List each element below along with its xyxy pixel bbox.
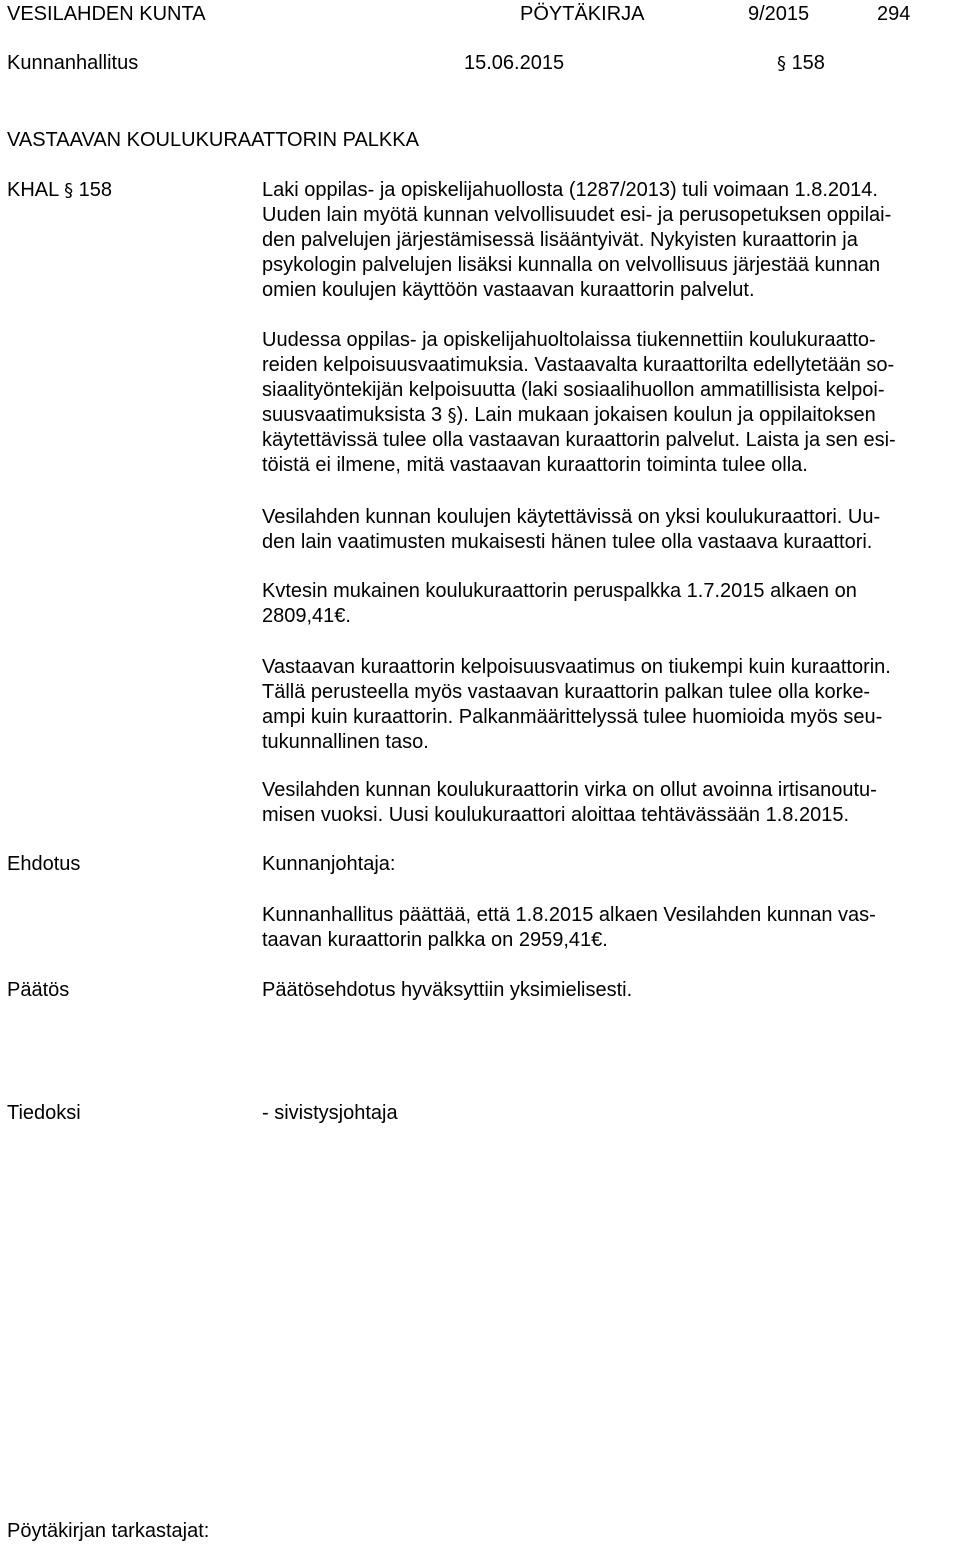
proposal-text bbox=[262, 903, 952, 953]
page-number: 294 bbox=[877, 3, 911, 25]
section-reference bbox=[777, 51, 825, 76]
paragraph-line: omien koulujen käyttöön vastaavan kuraattorin palvelut. bbox=[262, 279, 755, 301]
line-text: suusvaatimuksista 3 bbox=[262, 404, 448, 426]
municipality-name: VESILAHDEN KUNTA bbox=[7, 3, 206, 25]
decision-text: Päätösehdotus hyväksyttiin yksimielisesti. bbox=[262, 979, 633, 1001]
line-text: . bbox=[345, 605, 351, 627]
paragraph-line: Uudessa oppilas- ja opiskelijahuoltolaissa tiukennettiin koulukuraatto- bbox=[262, 329, 876, 351]
paragraph-base-salary bbox=[262, 579, 952, 629]
meeting-date: 15.06.2015 bbox=[464, 52, 565, 74]
paragraph-salary-rationale bbox=[262, 655, 952, 755]
previous-reference bbox=[7, 178, 112, 203]
decision-label: Päätös bbox=[7, 979, 70, 1001]
paragraph-line: siaalityöntekijän kelpoisuutta (laki sosiaalihuollon ammatillisista kelpoi- bbox=[262, 379, 885, 401]
euro-symbol: € bbox=[591, 929, 603, 951]
paragraph-vacancy bbox=[262, 778, 952, 828]
paragraph-line: den lain vaatimusten mukaisesti hänen tulee olla vastaava kuraattori. bbox=[262, 531, 873, 553]
paragraph-line: reiden kelpoisuusvaatimuksia. Vastaavalta kuraattorilta edellytetään so- bbox=[262, 354, 895, 376]
paragraph-law-change bbox=[262, 178, 952, 303]
document-type: PÖYTÄKIRJA bbox=[520, 3, 645, 25]
salary-value: 2809,41 bbox=[262, 605, 335, 627]
paragraph-line: töistä ei ilmene, mitä vastaavan kuraattorin toiminta tulee olla. bbox=[262, 454, 808, 476]
proposal-label: Ehdotus bbox=[7, 853, 81, 875]
reference-symbol: § bbox=[64, 180, 74, 201]
reference-prefix: KHAL bbox=[7, 179, 59, 201]
paragraph-line: Tällä perusteella myös vastaavan kuraattorin palkan tulee olla korke- bbox=[262, 681, 871, 703]
paragraph-line: den palvelujen järjestämisessä lisääntyivät. Nykyisten kuraattorin ja bbox=[262, 229, 858, 251]
section-number: 158 bbox=[791, 52, 825, 74]
paragraph-line: Kvtesin mukainen koulukuraattorin peruspalkka 1.7.2015 alkaen on bbox=[262, 580, 857, 602]
distribution-text: - sivistysjohtaja bbox=[262, 1102, 398, 1124]
euro-symbol: € bbox=[334, 605, 346, 627]
paragraph-line: Vastaavan kuraattorin kelpoisuusvaatimus on tiukempi kuin kuraattorin. bbox=[262, 656, 891, 678]
paragraph-line: ampi kuin kuraattorin. Palkanmäärittelyssä tulee huomioida myös seu- bbox=[262, 706, 883, 728]
paragraph-line: Vesilahden kunnan koulukuraattorin virka on ollut avoinna irtisanoutu- bbox=[262, 779, 877, 801]
paragraph-current-staff bbox=[262, 505, 952, 555]
proposal-line: Kunnanhallitus päättää, että 1.8.2015 alkaen Vesilahden kunnan vas- bbox=[262, 904, 876, 926]
line-text: ). Lain mukaan jokaisen koulun ja oppilaitoksen bbox=[456, 404, 876, 426]
document-title: VASTAAVAN KOULUKURAATTORIN PALKKA bbox=[7, 129, 419, 151]
line-text: . bbox=[602, 929, 608, 951]
reference-number: 158 bbox=[78, 179, 113, 201]
paragraph-line bbox=[262, 604, 952, 629]
paragraph-line: käytettävissä tulee olla vastaavan kuraattorin palvelut. Laista ja sen esi- bbox=[262, 429, 896, 451]
section-symbol: § bbox=[447, 405, 457, 426]
governing-body: Kunnanhallitus bbox=[7, 52, 139, 74]
paragraph-line: misen vuoksi. Uusi koulukuraattori aloittaa tehtävässään 1.8.2015. bbox=[262, 804, 850, 826]
proposer: Kunnanjohtaja: bbox=[262, 853, 396, 875]
paragraph-line: Uuden lain myötä kunnan velvollisuudet esi- ja perusopetuksen oppilai- bbox=[262, 204, 892, 226]
minutes-reviewers-label: Pöytäkirjan tarkastajat: bbox=[7, 1520, 210, 1542]
document-number: 9/2015 bbox=[748, 3, 810, 25]
paragraph-line bbox=[262, 403, 952, 428]
paragraph-line: tukunnallinen taso. bbox=[262, 731, 429, 753]
paragraph-qualifications bbox=[262, 328, 952, 478]
paragraph-line: psykologin palvelujen lisäksi kunnalla on velvollisuus järjestää kunnan bbox=[262, 254, 881, 276]
distribution-label: Tiedoksi bbox=[7, 1102, 81, 1124]
paragraph-line: Laki oppilas- ja opiskelijahuollosta (1287/2013) tuli voimaan 1.8.2014. bbox=[262, 179, 878, 201]
proposal-line bbox=[262, 928, 952, 953]
paragraph-line: Vesilahden kunnan koulujen käytettävissä on yksi koulukuraattori. Uu- bbox=[262, 506, 881, 528]
line-text: taavan kuraattorin palkka on 2959,41 bbox=[262, 929, 592, 951]
section-symbol: § bbox=[777, 53, 786, 74]
